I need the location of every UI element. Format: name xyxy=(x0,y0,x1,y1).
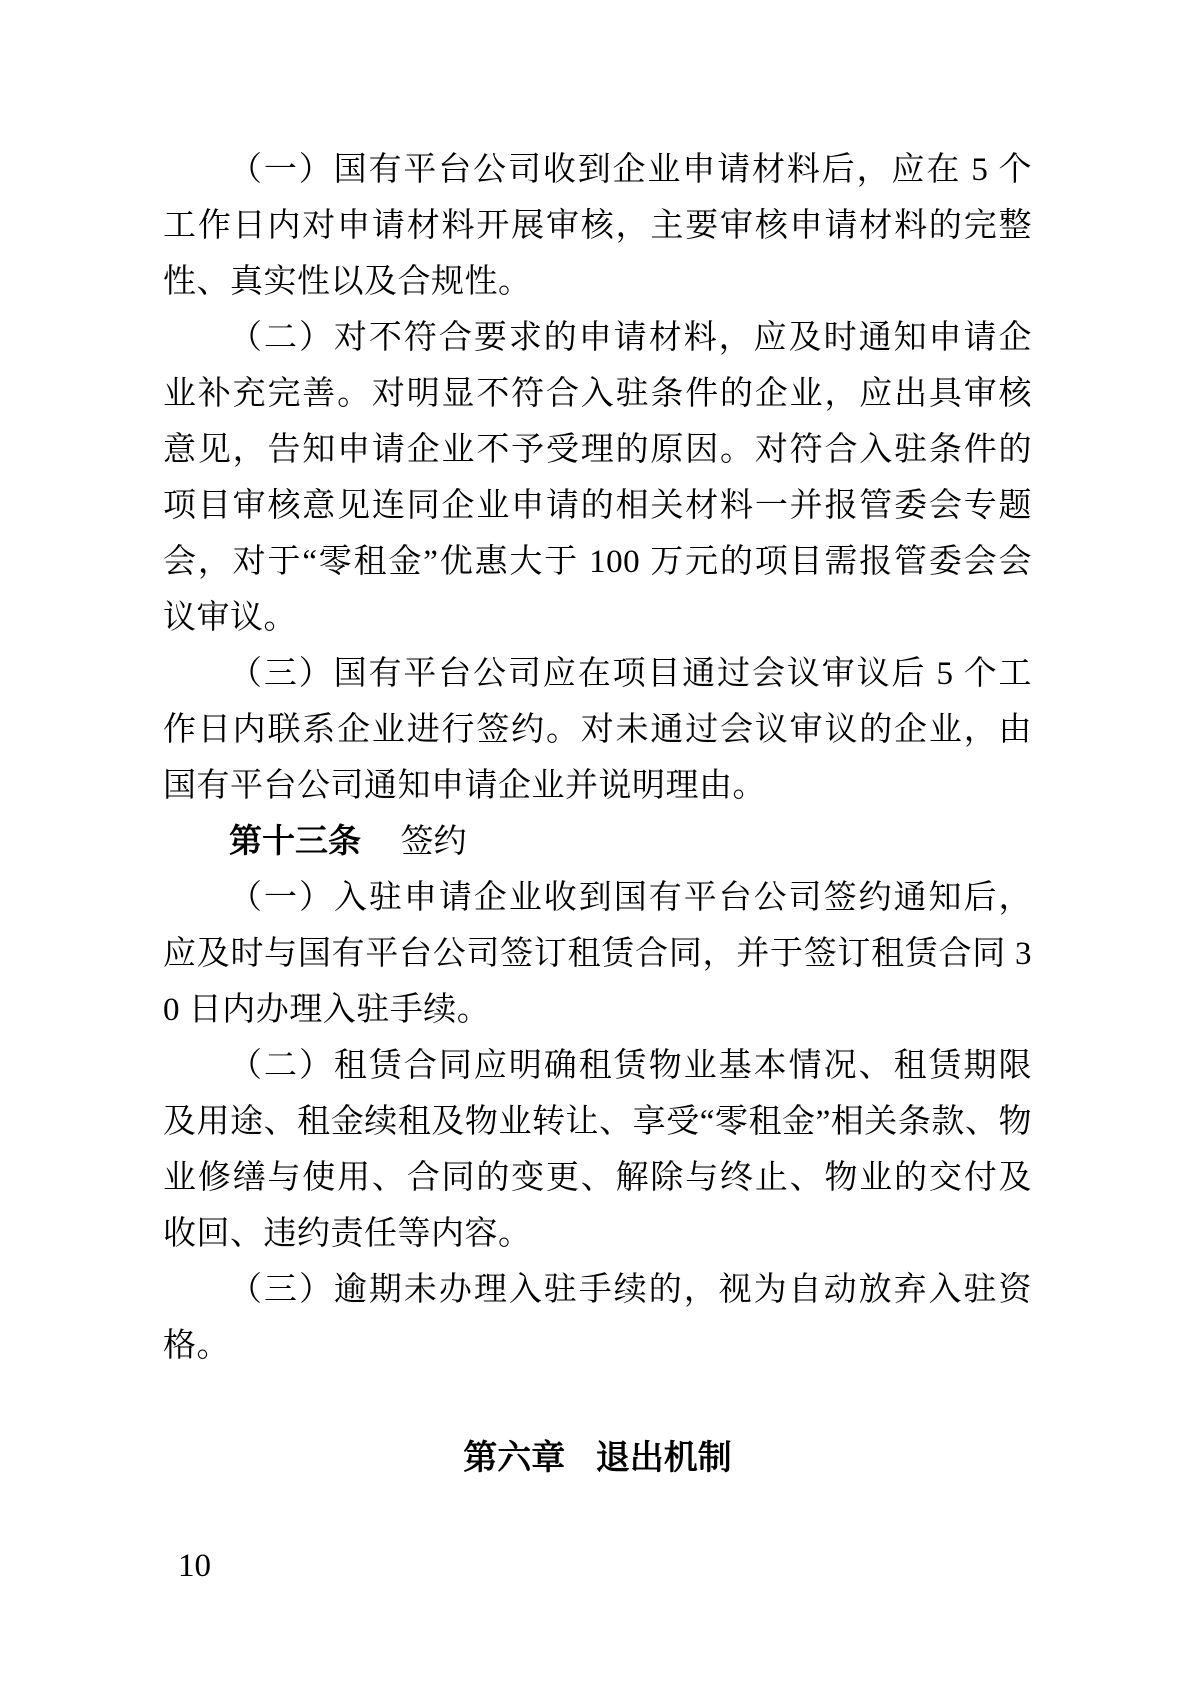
page-number: 10 xyxy=(178,1548,211,1584)
paragraph-review-clause-2: （二）对不符合要求的申请材料，应及时通知申请企业补充完善。对明显不符合入驻条件的企业，应出具审核意见，告知申请企业不予受理的原因。对符合入驻条件的项目审核意见连同企业申请的相关材料一并报管委会专题会，对于“零租金”优惠大于 100 万元的项目需报管委会会议审议。 xyxy=(163,320,1032,636)
article-13-title: 签约 xyxy=(400,824,467,860)
paragraph-signing-clause-2: （二）租赁合同应明确租赁物业基本情况、租赁期限及用途、租金续租及物业转让、享受“零租金”相关条款、物业修缮与使用、合同的变更、解除与终止、物业的交付及收回、违约责任等内容。 xyxy=(163,1048,1032,1252)
paragraph-review-clause-3: （三）国有平台公司应在项目通过会议审议后 5 个工作日内联系企业进行签约。对未通过会议审议的企业，由国有平台公司通知申请企业并说明理由。 xyxy=(163,656,1032,804)
paragraph-signing-clause-3: （三）逾期未办理入驻手续的，视为自动放弃入驻资格。 xyxy=(163,1272,1032,1364)
paragraph-signing-clause-1: （一）入驻申请企业收到国有平台公司签约通知后，应及时与国有平台公司签订租赁合同，并于签订租赁合同 30 日内办理入驻手续。 xyxy=(163,880,1032,1028)
article-13-number: 第十三条 xyxy=(229,824,361,860)
chapter-6-number: 第六章 xyxy=(463,1439,566,1477)
article-13-heading xyxy=(163,814,1032,870)
paragraph-review-clause-1: （一）国有平台公司收到企业申请材料后，应在 5 个工作日内对申请材料开展审核，主要审核申请材料的完整性、真实性以及合规性。 xyxy=(163,152,1032,300)
page-body xyxy=(163,142,1032,1486)
chapter-6-heading xyxy=(163,1430,1032,1486)
chapter-6-title: 退出机制 xyxy=(595,1439,732,1477)
